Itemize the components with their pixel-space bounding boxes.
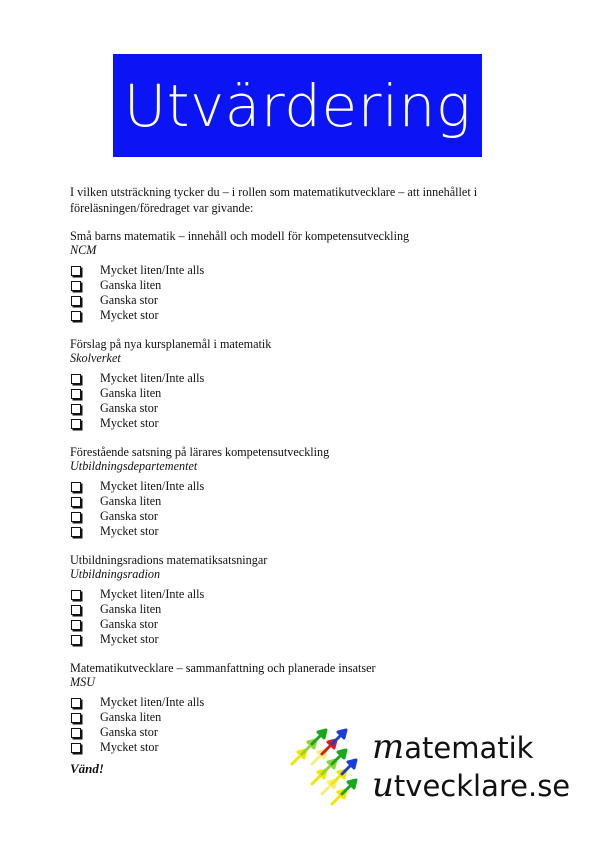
option-label: Ganska liten	[100, 278, 162, 292]
option-item[interactable]	[70, 695, 520, 710]
option-item[interactable]	[70, 416, 520, 431]
section-source: NCM	[70, 243, 97, 257]
section-title: Förslag på nya kursplanemål i matematik	[70, 337, 272, 351]
checkbox-icon[interactable]	[71, 281, 81, 291]
option-label: Mycket stor	[100, 632, 159, 646]
section-title: Små barns matematik – innehåll och modell för kompetensutveckling	[70, 229, 410, 243]
option-item[interactable]	[70, 371, 520, 386]
question-section	[70, 337, 520, 431]
section-source: Skolverket	[70, 351, 121, 365]
checkbox-icon[interactable]	[71, 404, 81, 414]
option-label: Mycket liten/Inte alls	[100, 479, 205, 493]
option-item[interactable]	[70, 278, 520, 293]
option-item[interactable]	[70, 479, 520, 494]
checkbox-icon[interactable]	[71, 620, 81, 630]
option-label: Mycket liten/Inte alls	[100, 695, 205, 709]
logo-arrow	[342, 760, 356, 774]
option-label: Mycket stor	[100, 524, 159, 538]
checkbox-icon[interactable]	[71, 713, 81, 723]
option-item[interactable]	[70, 524, 520, 539]
logo-line-2: utvecklare.se	[372, 765, 571, 805]
checkbox-icon[interactable]	[71, 311, 81, 321]
option-item[interactable]	[70, 587, 520, 602]
checkbox-icon[interactable]	[71, 497, 81, 507]
option-item[interactable]	[70, 386, 520, 401]
option-label: Mycket stor	[100, 308, 159, 322]
logo-line-1: matematik	[372, 727, 534, 767]
option-item[interactable]	[70, 617, 520, 632]
option-item[interactable]	[70, 293, 520, 308]
option-item[interactable]	[70, 632, 520, 647]
option-label: Ganska stor	[100, 617, 158, 631]
option-item[interactable]	[70, 494, 520, 509]
option-label: Mycket stor	[100, 740, 159, 754]
option-label: Ganska liten	[100, 710, 162, 724]
option-label: Mycket liten/Inte alls	[100, 587, 205, 601]
checkbox-icon[interactable]	[71, 389, 81, 399]
option-label: Ganska liten	[100, 386, 162, 400]
option-label: Mycket liten/Inte alls	[100, 263, 205, 277]
checkbox-icon[interactable]	[71, 512, 81, 522]
option-label: Ganska stor	[100, 509, 158, 523]
section-title: Utbildningsradions matematiksatsningar	[70, 553, 268, 567]
arrows-logo-icon	[290, 728, 370, 808]
logo-arrow	[332, 750, 346, 764]
question-section	[70, 445, 520, 539]
option-label: Ganska liten	[100, 602, 162, 616]
logo-arrow	[332, 730, 346, 744]
section-source: Utbildningsdepartementet	[70, 459, 198, 473]
option-item[interactable]	[70, 710, 520, 725]
option-label: Ganska stor	[100, 725, 158, 739]
logo-arrow	[342, 780, 356, 794]
checkbox-icon[interactable]	[71, 374, 81, 384]
checkbox-icon[interactable]	[71, 482, 81, 492]
intro-question: I vilken utsträckning tycker du – i rollen som matematikutvecklare – att innehållet i föreläsningen/föredraget var givande:	[70, 185, 478, 215]
option-label: Ganska stor	[100, 401, 158, 415]
option-item[interactable]	[70, 263, 520, 278]
page-title: Utvärdering	[123, 71, 472, 140]
checkbox-icon[interactable]	[71, 743, 81, 753]
turn-page-note: Vänd!	[70, 761, 104, 776]
option-item[interactable]	[70, 308, 520, 323]
section-title: Matematikutvecklare – sammanfattning och planerade insatser	[70, 661, 376, 675]
question-section	[70, 229, 520, 323]
checkbox-icon[interactable]	[71, 728, 81, 738]
checkbox-icon[interactable]	[71, 527, 81, 537]
option-item[interactable]	[70, 401, 520, 416]
matematikutvecklare-logo	[290, 728, 570, 808]
checkbox-icon[interactable]	[71, 698, 81, 708]
option-item[interactable]	[70, 602, 520, 617]
option-label: Ganska stor	[100, 293, 158, 307]
option-list	[70, 479, 520, 539]
checkbox-icon[interactable]	[71, 296, 81, 306]
checkbox-icon[interactable]	[71, 605, 81, 615]
option-item[interactable]	[70, 509, 520, 524]
title-banner	[113, 54, 482, 157]
section-title: Förestående satsning på lärares kompetensutveckling	[70, 445, 330, 459]
section-source: Utbildningsradion	[70, 567, 161, 581]
option-list	[70, 371, 520, 431]
option-list	[70, 263, 520, 323]
checkbox-icon[interactable]	[71, 266, 81, 276]
section-source: MSU	[70, 675, 96, 689]
option-list	[70, 587, 520, 647]
option-label: Mycket liten/Inte alls	[100, 371, 205, 385]
checkbox-icon[interactable]	[71, 590, 81, 600]
option-label: Ganska liten	[100, 494, 162, 508]
checkbox-icon[interactable]	[71, 635, 81, 645]
option-label: Mycket stor	[100, 416, 159, 430]
question-section	[70, 553, 520, 647]
logo-arrow	[312, 730, 326, 744]
checkbox-icon[interactable]	[71, 419, 81, 429]
